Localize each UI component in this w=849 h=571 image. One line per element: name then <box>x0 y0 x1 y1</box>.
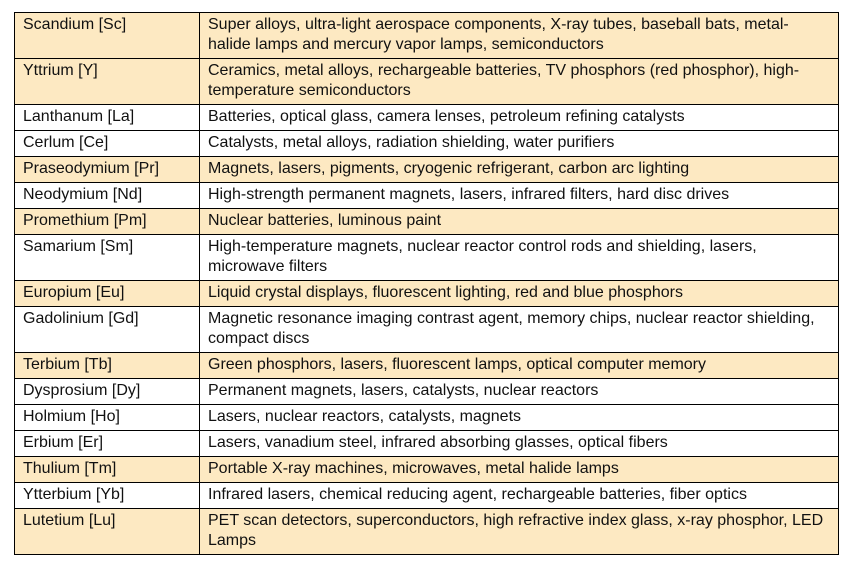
element-name-cell: Dysprosium [Dy] <box>15 379 200 405</box>
element-name-cell: Scandium [Sc] <box>15 13 200 59</box>
table-row <box>15 105 839 131</box>
element-name-cell: Europium [Eu] <box>15 281 200 307</box>
element-uses-cell: Ceramics, metal alloys, rechargeable batteries, TV phosphors (red phosphor), high-temperature semiconductors <box>200 59 839 105</box>
table-row <box>15 183 839 209</box>
element-uses-cell: High-temperature magnets, nuclear reactor control rods and shielding, lasers, microwave filters <box>200 235 839 281</box>
table-row <box>15 131 839 157</box>
element-name-cell: Praseodymium [Pr] <box>15 157 200 183</box>
table-row <box>15 235 839 281</box>
element-uses-cell: Nuclear batteries, luminous paint <box>200 209 839 235</box>
table-row <box>15 379 839 405</box>
table-row <box>15 457 839 483</box>
table-row <box>15 509 839 555</box>
element-name-cell: Yttrium [Y] <box>15 59 200 105</box>
table-row <box>15 431 839 457</box>
table-row <box>15 353 839 379</box>
table-row <box>15 13 839 59</box>
rare-earth-elements-table <box>14 12 839 555</box>
element-uses-cell: Infrared lasers, chemical reducing agent, rechargeable batteries, fiber optics <box>200 483 839 509</box>
element-name-cell: Cerlum [Ce] <box>15 131 200 157</box>
element-uses-cell: PET scan detectors, superconductors, high refractive index glass, x-ray phosphor, LED Lamps <box>200 509 839 555</box>
element-name-cell: Promethium [Pm] <box>15 209 200 235</box>
element-name-cell: Thulium [Tm] <box>15 457 200 483</box>
element-uses-cell: Magnets, lasers, pigments, cryogenic refrigerant, carbon arc lighting <box>200 157 839 183</box>
element-uses-cell: Liquid crystal displays, fluorescent lighting, red and blue phosphors <box>200 281 839 307</box>
element-uses-cell: Super alloys, ultra-light aerospace components, X-ray tubes, baseball bats, metal-halide lamps and mercury vapor lamps, semiconductors <box>200 13 839 59</box>
element-uses-cell: Portable X-ray machines, microwaves, metal halide lamps <box>200 457 839 483</box>
table-row <box>15 405 839 431</box>
element-uses-cell: Magnetic resonance imaging contrast agent, memory chips, nuclear reactor shielding, compact discs <box>200 307 839 353</box>
element-name-cell: Holmium [Ho] <box>15 405 200 431</box>
table-row <box>15 483 839 509</box>
element-name-cell: Lanthanum [La] <box>15 105 200 131</box>
table-row <box>15 281 839 307</box>
table-row <box>15 59 839 105</box>
table-row <box>15 209 839 235</box>
element-name-cell: Terbium [Tb] <box>15 353 200 379</box>
element-uses-cell: Permanent magnets, lasers, catalysts, nuclear reactors <box>200 379 839 405</box>
element-uses-cell: Batteries, optical glass, camera lenses, petroleum refining catalysts <box>200 105 839 131</box>
element-uses-cell: Lasers, vanadium steel, infrared absorbing glasses, optical fibers <box>200 431 839 457</box>
element-uses-cell: Green phosphors, lasers, fluorescent lamps, optical computer memory <box>200 353 839 379</box>
element-name-cell: Erbium [Er] <box>15 431 200 457</box>
element-name-cell: Lutetium [Lu] <box>15 509 200 555</box>
element-uses-cell: High-strength permanent magnets, lasers, infrared filters, hard disc drives <box>200 183 839 209</box>
element-uses-cell: Lasers, nuclear reactors, catalysts, magnets <box>200 405 839 431</box>
table-row <box>15 307 839 353</box>
element-uses-cell: Catalysts, metal alloys, radiation shielding, water purifiers <box>200 131 839 157</box>
table-body <box>15 13 839 555</box>
element-name-cell: Ytterbium [Yb] <box>15 483 200 509</box>
table-row <box>15 157 839 183</box>
element-name-cell: Neodymium [Nd] <box>15 183 200 209</box>
element-name-cell: Gadolinium [Gd] <box>15 307 200 353</box>
element-name-cell: Samarium [Sm] <box>15 235 200 281</box>
